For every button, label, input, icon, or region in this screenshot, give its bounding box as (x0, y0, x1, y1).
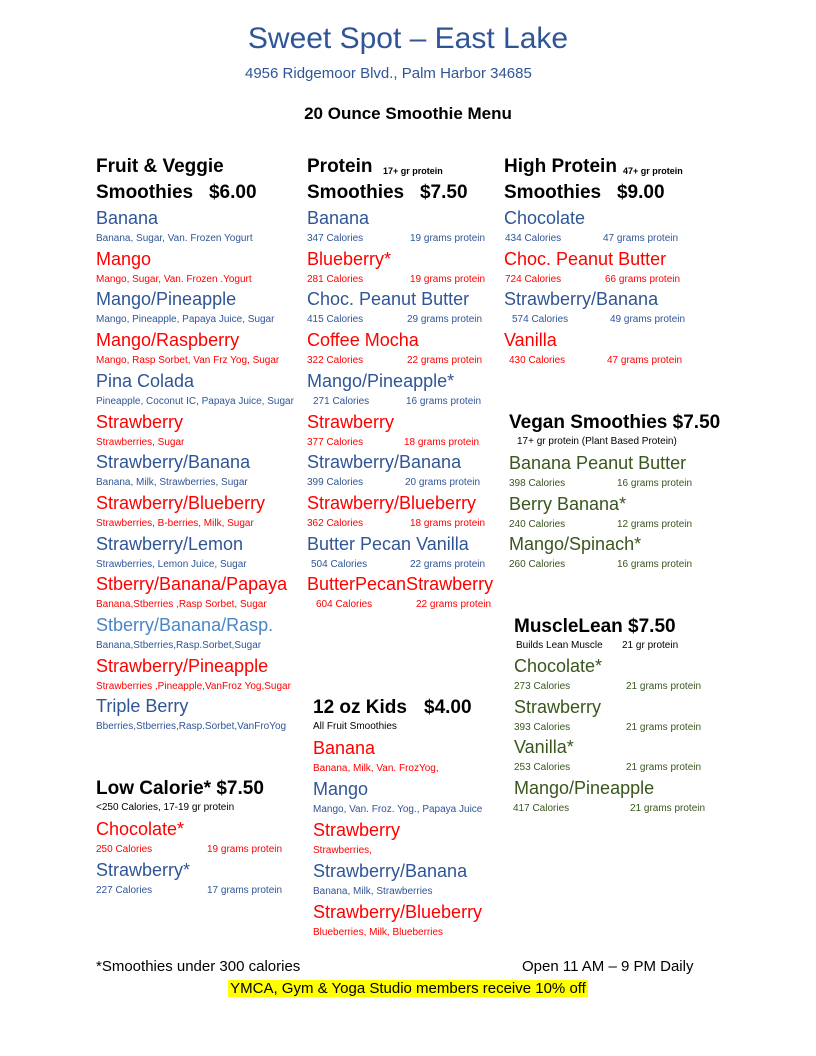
vegan-item-protein: 16 grams protein (617, 478, 693, 489)
protein-item-calories: 604 Calories (316, 599, 373, 611)
protein-item-protein: 22 grams protein (410, 558, 486, 570)
protein-item-protein: 22 grams protein (416, 599, 492, 611)
vegan-item-name: Mango/Spinach* (509, 534, 642, 555)
kids-item-desc: Banana, Milk, Strawberries (313, 886, 433, 897)
muscle-item-name: Vanilla* (514, 737, 574, 758)
protein-item-name: Banana (307, 208, 370, 228)
protein-item-name: ButterPecanStrawberry (307, 574, 494, 595)
muscle-item-protein: 21 grams protein (626, 721, 702, 733)
kids-item-desc: Blueberries, Milk, Blueberries (313, 927, 444, 938)
fruit-item-name: Mango/Raspberry (96, 330, 240, 351)
muscle-sub2: 21 gr protein (622, 640, 679, 651)
protein-item-calories: 504 Calories (311, 558, 368, 570)
lowcal-item-calories: 250 Calories (96, 844, 153, 855)
kids-sub: All Fruit Smoothies (313, 721, 397, 732)
lowcal-item-protein: 19 grams protein (207, 844, 283, 855)
protein-item-calories: 347 Calories (307, 233, 364, 244)
muscle-item-protein: 21 grams protein (626, 762, 702, 774)
fruit-item-desc: Pineapple, Coconut IC, Papaya Juice, Sugar (96, 395, 294, 407)
fruit-item-desc: Banana,Stberries,Rasp.Sorbet,Sugar (96, 640, 262, 651)
muscle-item-calories: 273 Calories (514, 681, 571, 692)
lowcal-item-protein: 17 grams protein (207, 885, 283, 896)
protein-item-calories: 281 Calories (307, 273, 364, 285)
protein-item-protein: 29 grams protein (407, 314, 483, 326)
vegan-item-calories: 398 Calories (509, 478, 566, 489)
lowcal-heading: Low Calorie* $7.50 (96, 778, 264, 799)
footer-hours: Open 11 AM – 9 PM Daily (522, 958, 694, 975)
fruit-item-name: Banana (96, 208, 159, 228)
kids-item-name: Strawberry (313, 820, 401, 840)
lowcal-item-name: Chocolate* (96, 819, 185, 839)
protein-item-protein: 19 grams protein (410, 233, 486, 244)
lowcal-item-name: Strawberry* (96, 860, 191, 880)
fruit-item-name: Strawberry/Pineapple (96, 655, 269, 676)
menu-title: 20 Ounce Smoothie Menu (304, 104, 512, 123)
vegan-heading: Vegan Smoothies $7.50 (509, 412, 721, 433)
high-item-protein: 47 grams protein (603, 233, 679, 244)
high-item-name: Choc. Peanut Butter (504, 248, 667, 269)
protein-item-protein: 20 grams protein (405, 477, 481, 489)
fruit-item-desc: Strawberries, B-berries, Milk, Sugar (96, 517, 254, 529)
protein-item-protein: 18 grams protein (410, 517, 486, 529)
muscle-item-protein: 21 grams protein (626, 681, 702, 692)
protein-item-protein: 16 grams protein (406, 395, 482, 407)
fruit-item-name: Strawberry (96, 411, 184, 432)
kids-item-name: Banana (313, 738, 376, 758)
high-item-calories: 430 Calories (509, 355, 566, 367)
protein-item-calories: 362 Calories (307, 517, 364, 529)
fruit-item-name: Triple Berry (96, 696, 189, 717)
fruit-item-desc: Banana, Sugar, Van. Frozen Yogurt (96, 233, 253, 244)
fruit-item-name: Stberry/Banana/Papaya (96, 574, 288, 595)
fruit-item-desc: Bberries,Stberries,Rasp.Sorbet,VanFroYog (96, 721, 287, 733)
address: 4956 Ridgemoor Blvd., Palm Harbor 34685 (245, 65, 532, 82)
protein-item-calories: 415 Calories (307, 314, 364, 326)
muscle-item-name: Mango/Pineapple (514, 778, 655, 799)
fruit-item-name: Mango/Pineapple (96, 289, 237, 310)
high-item-name: Vanilla (504, 330, 557, 351)
muscle-item-calories: 417 Calories (513, 803, 570, 815)
high-item-protein: 49 grams protein (610, 314, 686, 326)
fruit-heading-line1: Fruit & Veggie (96, 156, 224, 177)
kids-item-name: Strawberry/Banana (313, 861, 468, 881)
muscle-item-protein: 21 grams protein (630, 803, 706, 815)
fruit-item-name: Strawberry/Banana (96, 452, 251, 473)
kids-item-desc: Mango, Van. Froz. Yog., Papaya Juice (313, 804, 483, 815)
protein-item-name: Strawberry/Banana (307, 452, 462, 473)
protein-item-calories: 322 Calories (307, 355, 364, 367)
protein-item-name: Strawberry (307, 411, 395, 432)
high-item-protein: 66 grams protein (605, 273, 681, 285)
high-item-name: Strawberry/Banana (504, 289, 659, 310)
high-heading-line1: High Protein (504, 156, 617, 177)
protein-item-protein: 18 grams protein (404, 436, 480, 448)
fruit-item-name: Stberry/Banana/Rasp. (96, 615, 274, 635)
protein-item-name: Butter Pecan Vanilla (307, 533, 469, 554)
vegan-sub: 17+ gr protein (Plant Based Protein) (517, 436, 677, 447)
protein-note: 17+ gr protein (383, 166, 443, 176)
fruit-item-desc: Strawberries ,Pineapple,VanFroz Yog,Sugar (96, 680, 291, 692)
protein-item-name: Choc. Peanut Butter (307, 289, 470, 310)
protein-heading-line2: Smoothies $7.50 (307, 182, 468, 203)
kids-heading: 12 oz Kids (313, 697, 407, 718)
muscle-item-name: Chocolate* (514, 656, 603, 676)
promo-banner: YMCA, Gym & Yoga Studio members receive 10% off (230, 980, 586, 997)
high-item-calories: 724 Calories (505, 273, 562, 285)
fruit-item-desc: Banana, Milk, Strawberries, Sugar (96, 477, 248, 489)
footer-note: *Smoothies under 300 calories (96, 958, 301, 975)
protein-item-name: Blueberry* (307, 248, 392, 269)
lowcal-item-calories: 227 Calories (96, 885, 153, 896)
vegan-item-name: Banana Peanut Butter (509, 453, 687, 473)
vegan-item-calories: 240 Calories (509, 518, 566, 530)
fruit-item-desc: Mango, Rasp Sorbet, Van Frz Yog, Sugar (96, 355, 280, 367)
protein-heading-line1: Protein (307, 156, 373, 177)
high-item-calories: 434 Calories (505, 233, 562, 244)
muscle-item-calories: 253 Calories (514, 762, 571, 774)
fruit-item-desc: Strawberries, Lemon Juice, Sugar (96, 558, 247, 570)
kids-item-name: Mango (313, 779, 369, 799)
muscle-item-calories: 393 Calories (514, 721, 571, 733)
protein-item-calories: 271 Calories (313, 395, 370, 407)
protein-item-protein: 19 grams protein (410, 273, 486, 285)
fruit-item-desc: Banana,Stberries ,Rasp Sorbet, Sugar (96, 599, 267, 611)
page-title: Sweet Spot – East Lake (247, 22, 569, 55)
high-note: 47+ gr protein (623, 166, 683, 176)
fruit-heading-line2: Smoothies $6.00 (96, 182, 257, 203)
protein-item-name: Coffee Mocha (307, 330, 419, 351)
high-item-protein: 47 grams protein (607, 355, 683, 367)
kids-item-desc: Banana, Milk, Van. FrozYog, (313, 763, 439, 774)
muscle-sub1: Builds Lean Muscle (516, 640, 603, 651)
high-heading-line2: Smoothies $9.00 (504, 182, 665, 203)
vegan-item-protein: 12 grams protein (617, 518, 693, 530)
protein-item-protein: 22 grams protein (407, 355, 483, 367)
fruit-item-desc: Mango, Sugar, Van. Frozen .Yogurt (96, 273, 252, 285)
fruit-item-desc: Strawberries, Sugar (96, 436, 185, 448)
fruit-item-desc: Mango, Pineapple, Papaya Juice, Sugar (96, 314, 275, 326)
fruit-item-name: Strawberry/Blueberry (96, 492, 266, 513)
lowcal-sub: <250 Calories, 17-19 gr protein (96, 802, 235, 813)
fruit-item-name: Strawberry/Lemon (96, 533, 244, 554)
high-item-name: Chocolate (504, 208, 586, 228)
fruit-item-name: Mango (96, 248, 152, 269)
vegan-item-protein: 16 grams protein (617, 559, 693, 571)
protein-item-calories: 399 Calories (307, 477, 364, 489)
kids-item-desc: Strawberries, (313, 845, 372, 856)
fruit-item-name: Pina Colada (96, 370, 195, 391)
vegan-item-name: Berry Banana* (509, 493, 627, 514)
kids-item-name: Strawberry/Blueberry (313, 902, 483, 922)
kids-price: $4.00 (424, 697, 472, 718)
protein-item-name: Mango/Pineapple* (307, 370, 455, 391)
protein-item-calories: 377 Calories (307, 436, 364, 448)
high-item-calories: 574 Calories (512, 314, 569, 326)
muscle-heading: MuscleLean $7.50 (514, 616, 676, 637)
muscle-item-name: Strawberry (514, 696, 602, 717)
vegan-item-calories: 260 Calories (509, 559, 566, 571)
protein-item-name: Strawberry/Blueberry (307, 492, 477, 513)
